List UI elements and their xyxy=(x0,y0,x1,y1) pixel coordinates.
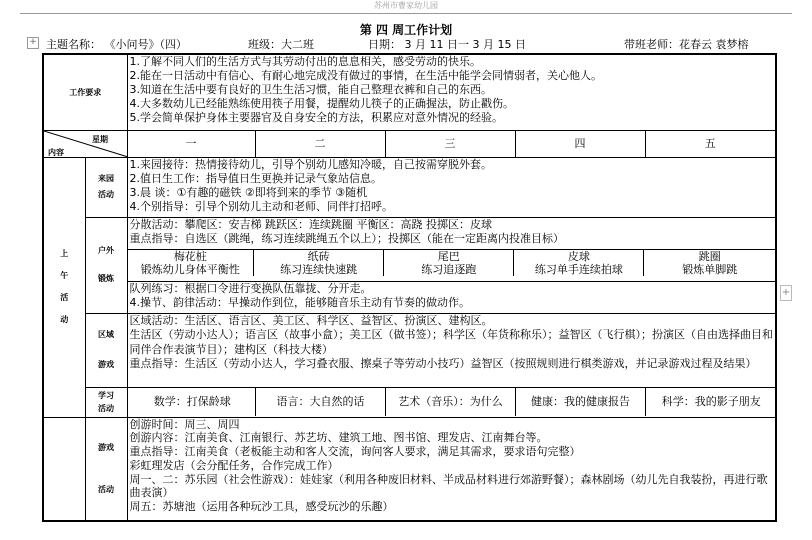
study-row xyxy=(43,387,776,417)
areas-item: 区域活动：生活区、语言区、美工区、科学区、益智区、扮演区、建构区。 xyxy=(129,313,493,327)
arrival-item: 4.个别指导：引导个别幼儿主动和老师、同伴打招呼。 xyxy=(129,199,393,213)
theme-name: 主题名称： 《小问号》（四） xyxy=(46,38,187,51)
areas-item: 生活区（劳动小达人）；语言区（故事小盒）；美工区（做书签）；科学区（年货称称乐）；益智区（飞行棋）；扮演区（自由选择曲目和同伴合作表演节目）；建构区（科技大楼） xyxy=(129,328,773,356)
study-item: 艺术（音乐）：为什么 xyxy=(386,388,516,416)
equipment-cell: 纸砖 练习连续快速跳 xyxy=(254,250,384,276)
morning-activities-label: 上 午 活 动 xyxy=(43,157,85,417)
goal-item: 2.能在一日活动中有信心、有耐心地完成没有做过的事情，在生活中能学会同情弱者，关心他人。 xyxy=(129,69,602,82)
play-item: 周五：苏塘池（运用各种玩沙工具，感受玩沙的乐趣） xyxy=(129,500,394,514)
outdoor-label: 户外 锻炼 xyxy=(85,217,127,313)
study-item: 科学：我的影子朋友 xyxy=(646,388,777,416)
day-tuesday: 二 xyxy=(255,130,385,157)
teachers: 带班老师：花春云 袁梦榕 xyxy=(624,38,749,51)
goal-item: 4.大多数幼儿已经能熟练使用筷子用餐，提醒幼儿筷子的正确握法，防止戳伤。 xyxy=(129,97,514,110)
content-label: 内容 xyxy=(48,147,64,157)
play-row xyxy=(43,417,776,521)
diagonal-header-cell xyxy=(43,130,127,157)
study-item: 数学：打保龄球 xyxy=(130,388,256,416)
arrival-item: 1.来园接待：热情接待幼儿，引导个别幼儿感知冷暖，自己按需穿脱外套。 xyxy=(129,157,492,171)
side-expand-icon[interactable]: + xyxy=(780,285,792,301)
arrival-item: 2.值日生工作：指导值日生更换并记录气象站信息。 xyxy=(129,171,382,185)
play-label: 游戏 活动 xyxy=(85,417,127,521)
weekday-header-row xyxy=(43,130,776,157)
page-header-note: 苏州市曹家幼儿园 xyxy=(374,1,438,10)
equipment-table xyxy=(128,250,776,276)
areas-item: 重点指导：生活区（劳动小达人，学习叠衣服、擦桌子等劳动小技巧）益智区（按照规则进行棋类游戏，并记录游戏过程及结果） xyxy=(129,357,757,370)
equipment-cell: 跳圈 锻炼单脚跳 xyxy=(644,250,775,276)
header-divider xyxy=(20,13,792,14)
goals-row xyxy=(43,54,776,130)
weekly-plan-table xyxy=(42,53,777,522)
goal-item: 3.知道在生活中要有良好的卫生生活习惯，能自己整理衣裤和自己的东西。 xyxy=(129,83,492,96)
goal-item: 5.学会简单保护身体主要器官及自身安全的方法，积累应对意外情况的经验。 xyxy=(129,111,503,124)
table-move-handle-icon[interactable]: + xyxy=(27,37,39,49)
play-item: 周一、二：苏乐园（社会性游戏）：娃娃家（利用各种废旧材料、半成品材料进行郊游野餐）；森林剧场（幼儿先自我装扮，再进行歌曲表演） xyxy=(129,472,768,500)
outdoor-item: 分散活动：攀爬区：安吉梯 跳跃区：连续跳圈 平衡区：高跷 投掷区：皮球 xyxy=(129,217,492,231)
outdoor-item: 4.操节、韵律活动：早操动作到位，能够随音乐主动有节奏的做动作。 xyxy=(129,295,470,309)
day-monday: 一 xyxy=(127,130,255,157)
page-title: 第 四 周工作计划 xyxy=(359,23,453,37)
equipment-cell: 皮球 练习单手连续拍球 xyxy=(514,250,644,276)
equipment-cell: 尾巴 练习追逐跑 xyxy=(384,250,514,276)
goals-label: 工作要求 xyxy=(69,87,102,97)
outdoor-row-bottom xyxy=(43,281,776,313)
day-thursday: 四 xyxy=(515,130,645,157)
area-games-row xyxy=(43,313,776,387)
date-range: 日期： 3 月 11 日一 3 月 15 日 xyxy=(368,38,526,51)
class-name: 班级：大二班 xyxy=(248,38,314,51)
outdoor-row-top xyxy=(43,217,776,249)
outdoor-item: 重点指导：自选区（跳绳，练习连续跳绳五个以上）；投掷区（能在一定距离内投准目标） xyxy=(129,231,564,245)
arrival-label: 来园 活动 xyxy=(85,157,127,217)
day-friday: 五 xyxy=(645,130,776,157)
play-spacer xyxy=(43,417,85,521)
week-label: 星期 xyxy=(92,134,108,144)
play-item: 创游时间：周三、周四 xyxy=(129,417,240,431)
arrival-row xyxy=(43,157,776,217)
study-item: 健康：我的健康报告 xyxy=(516,388,646,416)
areas-label: 区域 游戏 xyxy=(85,313,127,387)
play-item: 重点指导：江南美食（老板能主动和客人交流，询问客人要求，满足其需求，要求语句完整） xyxy=(129,445,581,459)
equipment-cell: 梅花桩 锻炼幼儿身体平衡性 xyxy=(128,250,254,276)
day-wednesday: 三 xyxy=(385,130,515,157)
outdoor-equipment-row xyxy=(43,249,776,281)
arrival-item: 3.晨 谈：①有趣的磁铁 ②即将到来的季节 ③随机 xyxy=(129,185,368,199)
play-item: 创游内容：江南美食、江南银行、苏艺坊、建筑工地、图书馆、理发店、江南舞台等。 xyxy=(129,431,548,445)
goal-item: 1.了解不同人们的生活方式与其劳动付出的息息相关，感受劳动的快乐。 xyxy=(129,55,481,68)
study-item: 语言：大自然的话 xyxy=(256,388,386,416)
play-item: 彩虹理发店（会分配任务，合作完成工作） xyxy=(129,458,339,472)
outdoor-item: 队列练习：根据口令进行变换队伍靠拢、分开走。 xyxy=(129,281,372,295)
study-table xyxy=(130,388,777,416)
study-label: 学习 活动 xyxy=(85,387,127,417)
